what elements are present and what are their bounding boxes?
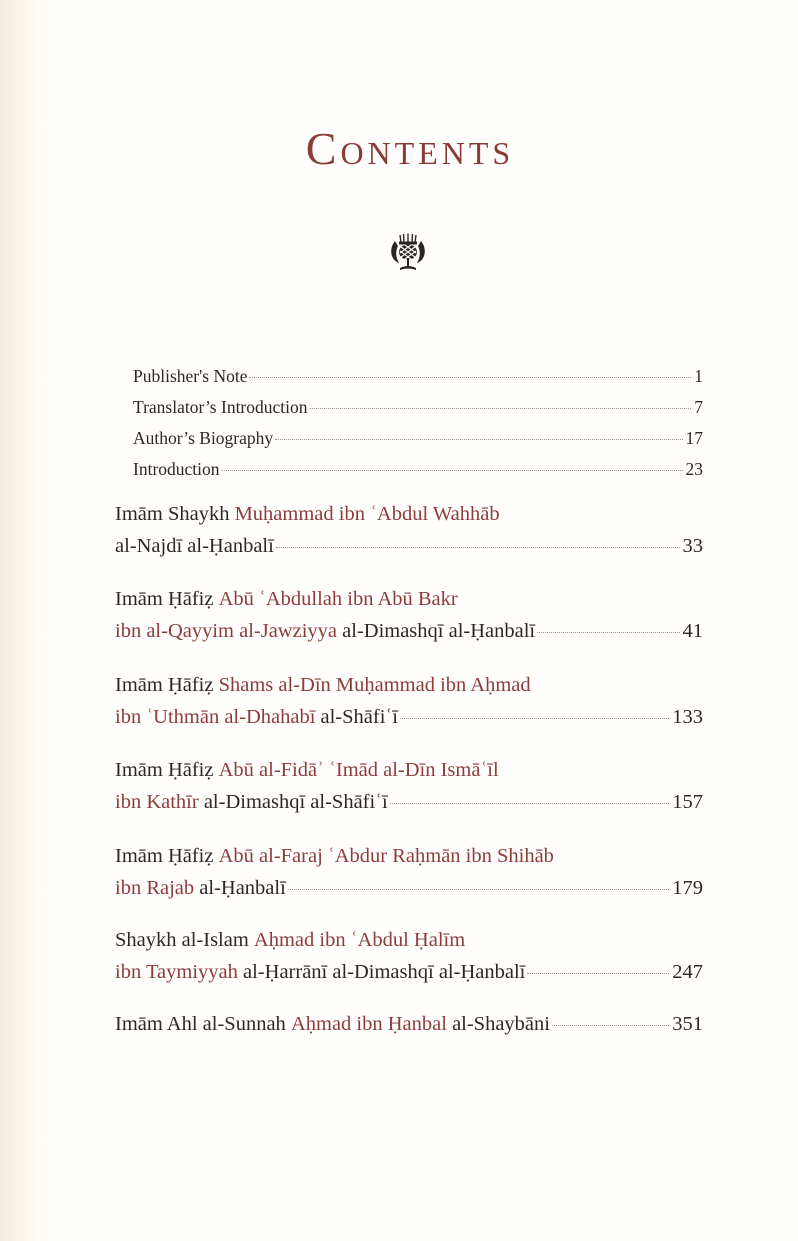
page-number: 133 — [672, 706, 703, 728]
page-number: 23 — [685, 459, 703, 479]
dot-leader — [288, 889, 669, 890]
chapter-line-2 — [115, 535, 703, 563]
chapter-scholar-name: Abū ʿAbdullah ibn Abū Bakr — [218, 588, 458, 610]
toc-entry-translators-introduction[interactable] — [133, 397, 703, 421]
chapter-line-2 — [115, 620, 703, 648]
chapter-title-prefix: Imām Ahl al-Sunnah — [115, 1013, 291, 1035]
dot-leader — [400, 718, 669, 719]
chapter-scholar-name-cont: ibn al-Qayyim al-Jawziyya — [115, 620, 338, 642]
page-number: 41 — [682, 620, 703, 642]
entry-label: Introduction — [133, 459, 220, 479]
chapter-scholar-name: Abū al-Faraj ʿAbdur Raḥmān ibn Shihāb — [218, 845, 554, 867]
chapter-scholar-name: Muḥammad ibn ʿAbdul Wahhāb — [234, 503, 500, 525]
chapter-scholar-name-cont: ibn Kathīr — [115, 791, 199, 813]
page-number: 33 — [682, 535, 703, 557]
chapter-scholar-name: Shams al-Dīn Muḥammad ibn Aḥmad — [218, 674, 531, 696]
chapter-title-prefix: Imām Shaykh — [115, 503, 235, 525]
dot-leader — [527, 973, 669, 974]
chapter-scholar-name: Aḥmad ibn Ḥanbal — [290, 1013, 447, 1035]
chapter-nisba: al-Ḥarrānī al-Dimashqī al-Ḥanbalī — [237, 961, 526, 983]
chapter-scholar-name: Abū al-Fidāʾ ʿImād al-Dīn Ismāʿīl — [218, 759, 499, 781]
chapter-line-1 — [115, 588, 703, 616]
entry-label: Author’s Biography — [133, 428, 274, 448]
chapter-line-2 — [115, 961, 703, 989]
dot-leader — [537, 632, 679, 633]
chapter-nisba: al-Shaybāni — [446, 1013, 550, 1035]
chapter-nisba: al-Ḥanbalī — [194, 877, 286, 899]
chapter-line-1 — [115, 503, 703, 531]
chapter-line-1 — [115, 674, 703, 702]
chapter-scholar-name-cont: ibn Taymiyyah — [115, 961, 238, 983]
page-number: 157 — [672, 791, 703, 813]
page-number: 1 — [694, 366, 703, 386]
chapter-scholar-name-cont: ibn ʿUthmān al-Dhahabī — [115, 706, 316, 728]
page-number: 17 — [685, 428, 703, 448]
page-number: 247 — [672, 961, 703, 983]
chapter-nisba: al-Najdī al-Ḥanbalī — [115, 535, 274, 557]
chapter-line-1 — [115, 929, 703, 957]
dot-leader — [249, 377, 691, 378]
chapter-scholar-name-cont: ibn Rajab — [115, 877, 195, 899]
chapter-title-prefix: Shaykh al-Islam — [115, 929, 254, 951]
chapter-line-1 — [115, 1013, 703, 1041]
chapter-line-1 — [115, 845, 703, 873]
dot-leader — [310, 408, 692, 409]
page-title: Contents — [305, 123, 515, 174]
dot-leader — [222, 470, 683, 471]
page-number: 7 — [694, 397, 703, 417]
chapter-line-2 — [115, 791, 703, 819]
chapter-line-2 — [115, 877, 703, 905]
chapter-title-prefix: Imām Ḥāfiẓ — [115, 588, 219, 610]
dot-leader — [276, 547, 680, 548]
dot-leader — [275, 439, 682, 440]
chapter-nisba: al-Shāfiʿī — [315, 706, 398, 728]
dot-leader — [390, 803, 670, 804]
chapter-line-1 — [115, 759, 703, 787]
chapter-nisba: al-Dimashqī al-Ḥanbalī — [337, 620, 536, 642]
chapter-title-prefix: Imām Ḥāfiẓ — [115, 674, 219, 696]
chapter-line-2 — [115, 706, 703, 734]
entry-label: Translator’s Introduction — [133, 397, 308, 417]
toc-entry-introduction[interactable] — [133, 459, 703, 483]
page-number: 351 — [672, 1013, 703, 1035]
thistle-ornament-icon — [386, 232, 430, 272]
toc-entry-authors-biography[interactable] — [133, 428, 703, 452]
page-spine-shading — [0, 0, 60, 1241]
entry-label: Publisher's Note — [133, 366, 248, 386]
chapter-nisba: al-Dimashqī al-Shāfiʿī — [198, 791, 388, 813]
chapter-title-prefix: Imām Ḥāfiẓ — [115, 759, 219, 781]
chapter-scholar-name: Aḥmad ibn ʿAbdul Ḥalīm — [253, 929, 466, 951]
toc-entry-publishers-note[interactable] — [133, 366, 703, 390]
chapter-title-prefix: Imām Ḥāfiẓ — [115, 845, 219, 867]
page-number: 179 — [672, 877, 703, 899]
dot-leader — [552, 1025, 669, 1026]
